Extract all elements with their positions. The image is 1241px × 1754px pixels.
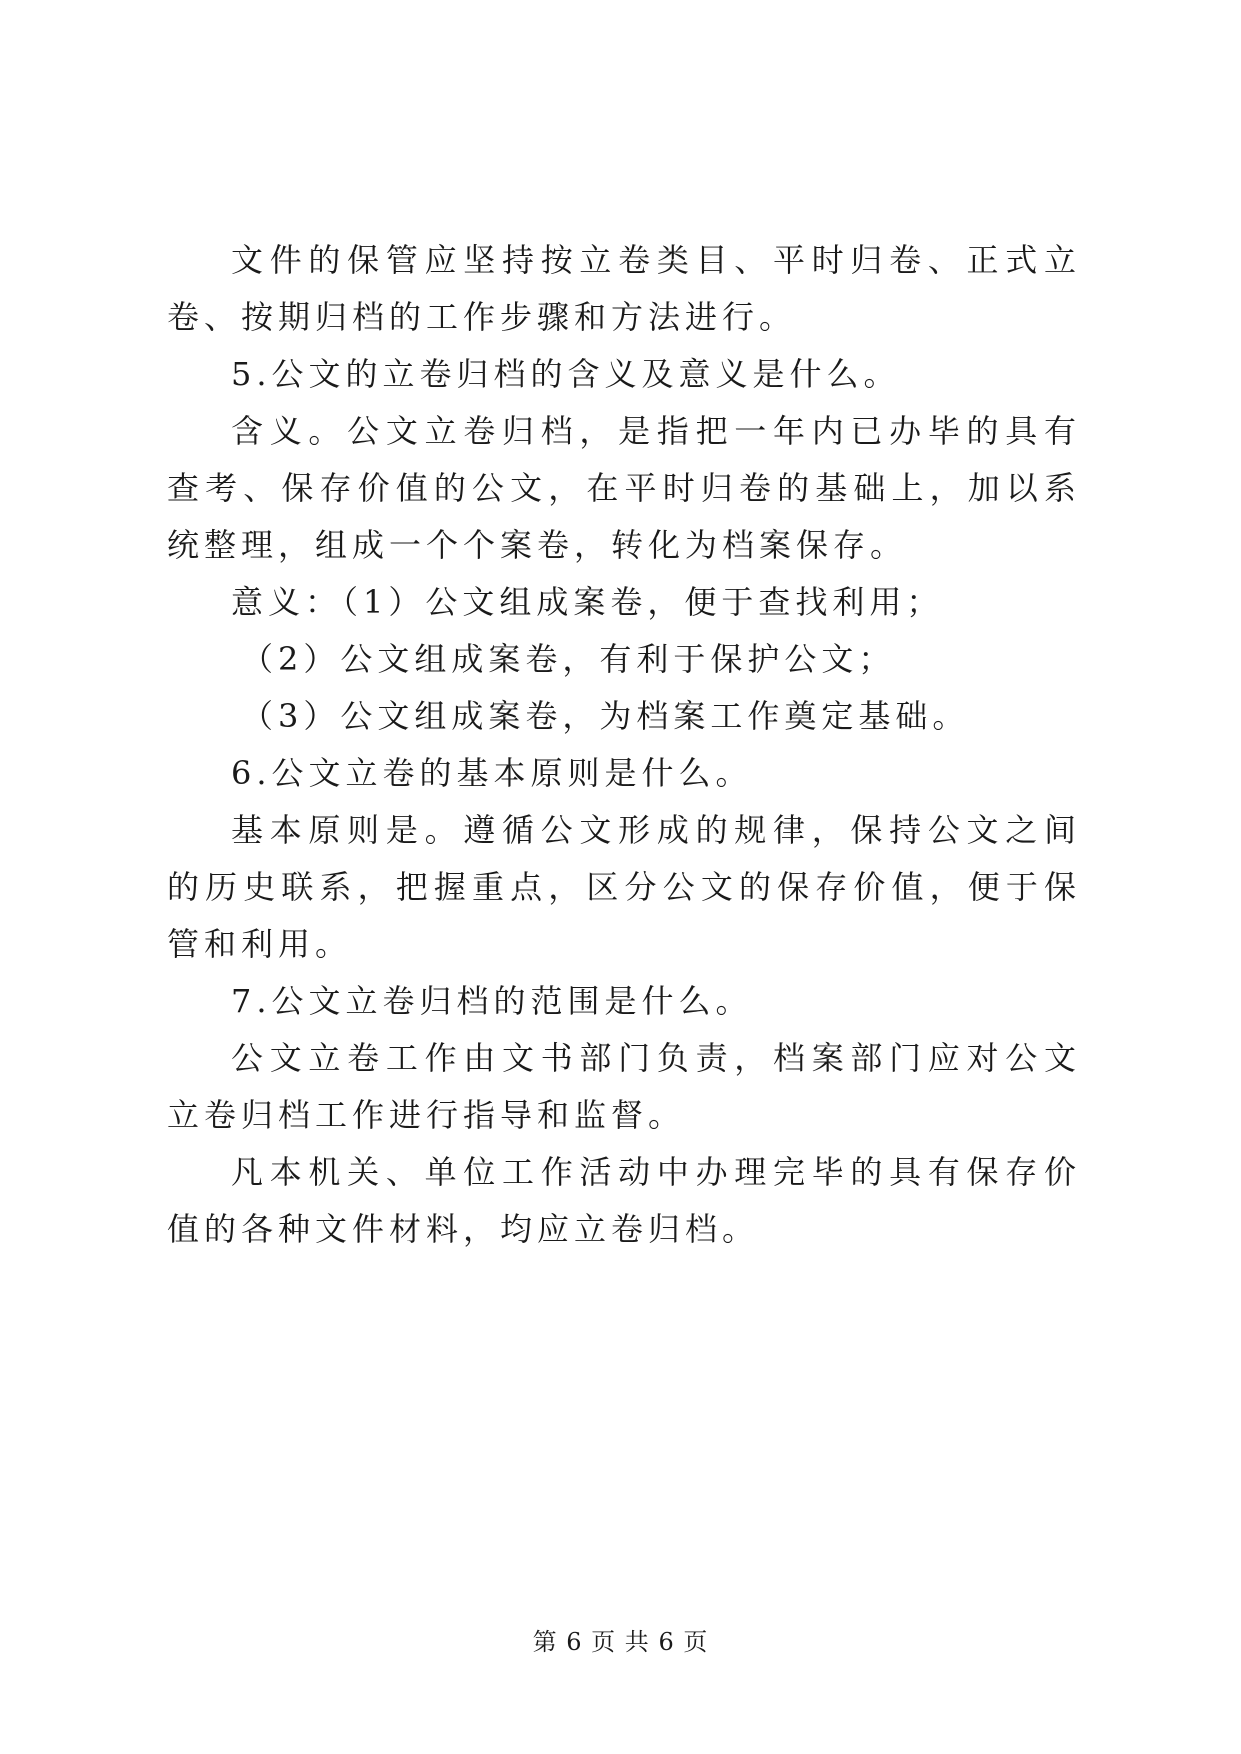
- paragraph-meaning: 含义。公文立卷归档，是指把一年内已办毕的具有查考、保存价值的公文，在平时归卷的基础上，加以系统整理，组成一个个案卷，转化为档案保存。: [167, 412, 1081, 564]
- document-body: [167, 232, 1081, 1258]
- paragraph-significance-3: （3）公文组成案卷，为档案工作奠定基础。: [241, 697, 970, 735]
- paragraph-significance-2: （2）公文组成案卷，有利于保护公文；: [241, 640, 896, 678]
- paragraph-archiving-procedure: 文件的保管应坚持按立卷类目、平时归卷、正式立卷、按期归档的工作步骤和方法进行。: [167, 241, 1081, 336]
- question-7-heading: 7.公文立卷归档的范围是什么。: [231, 982, 753, 1020]
- question-5-heading: 5.公文的立卷归档的含义及意义是什么。: [231, 355, 901, 393]
- question-6-heading: 6.公文立卷的基本原则是什么。: [231, 754, 753, 792]
- page-number-footer: 第 6 页 共 6 页: [532, 1628, 709, 1656]
- paragraph-responsibility: 公文立卷工作由文书部门负责，档案部门应对公文立卷归档工作进行指导和监督。: [167, 1039, 1081, 1134]
- paragraph-scope: 凡本机关、单位工作活动中办理完毕的具有保存价值的各种文件材料，均应立卷归档。: [167, 1153, 1081, 1248]
- paragraph-significance-1: 意义：（1）公文组成案卷，便于查找利用；: [231, 583, 944, 621]
- paragraph-basic-principles: 基本原则是。遵循公文形成的规律，保持公文之间的历史联系，把握重点，区分公文的保存价值，便于保管和利用。: [167, 811, 1081, 963]
